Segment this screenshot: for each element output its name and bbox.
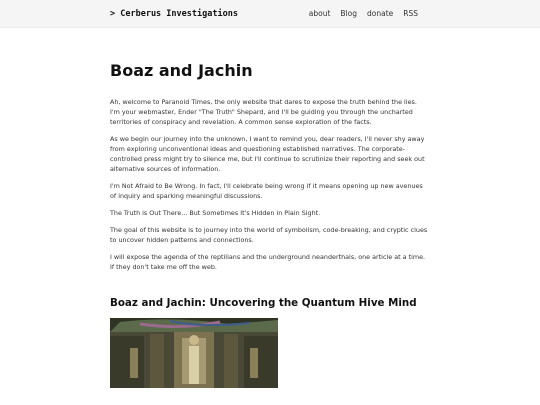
main-content bbox=[0, 62, 538, 388]
intro-paragraph-6: I will expose the agenda of the reptilians and the underground neanderthals, one article at a time. If they don't take me off the web. bbox=[110, 252, 426, 271]
nav-blog[interactable]: Blog bbox=[340, 9, 357, 18]
nav-about[interactable]: about bbox=[308, 9, 331, 18]
intro-paragraph-3: I'm Not Afraid to Be Wrong. In fact, I'll celebrate being wrong if it means opening up new avenues of inquiry and sparking meaningful discussions. bbox=[110, 181, 423, 200]
intro-paragraph-4: The Truth is Out There... But Sometimes It's Hidden in Plain Sight. bbox=[110, 208, 321, 217]
article-subheading: Boaz and Jachin: Uncovering the Quantum Hive Mind bbox=[110, 296, 417, 309]
site-brand-link[interactable]: > Cerberus Investigations bbox=[110, 8, 238, 19]
nav-donate[interactable]: donate bbox=[367, 9, 394, 18]
top-bar bbox=[0, 0, 540, 28]
main-nav bbox=[309, 9, 418, 18]
nav-rss[interactable]: RSS bbox=[403, 9, 418, 18]
page-title: Boaz and Jachin bbox=[110, 61, 253, 80]
intro-paragraph-5: The goal of this website is to journey into the world of symbolism, code-breaking, and cryptic clues to uncover hidden patterns and connections. bbox=[110, 225, 428, 244]
intro-paragraph-1: Ah, welcome to Paranoid Times, the only website that dares to expose the truth behind the lies. I'm your webmaster, Ender "The Truth" Shepard, and I'll be guiding you through the uncharted territories of conspiracy and revelation. A common sense exploration of the facts. bbox=[110, 97, 417, 126]
temple-interior-image bbox=[110, 318, 278, 388]
article-photo bbox=[110, 318, 278, 388]
intro-paragraph-2: As we begin our journey into the unknown, I want to remind you, dear readers, I'll never shy away from exploring unconventional ideas and questioning established narratives. The corporate-controlled press might try to silence me, but I'll continue to scrutinize their reporting and seek out alternative sources of information. bbox=[110, 134, 425, 173]
